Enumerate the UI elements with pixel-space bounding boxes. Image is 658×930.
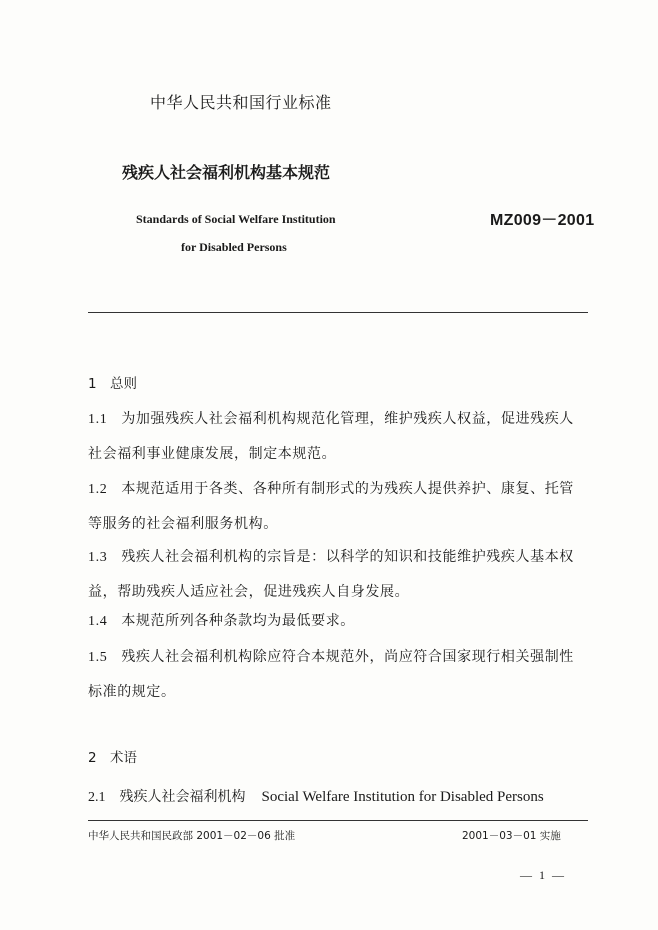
implementation-date: 2001－03－01 实施 bbox=[462, 830, 561, 842]
clause-1-4 bbox=[88, 604, 588, 639]
document-title-en-line2: for Disabled Persons bbox=[181, 240, 287, 254]
industry-standard-heading: 中华人民共和国行业标准 bbox=[150, 93, 332, 112]
document-title-cn: 残疾人社会福利机构基本规范 bbox=[122, 163, 331, 182]
term-2-1 bbox=[88, 786, 544, 806]
clause-text: 本规范所列各种条款均为最低要求。 bbox=[121, 613, 355, 629]
clause-text: 为加强残疾人社会福利机构规范化管理，维护残疾人权益，促进残疾人社会福利事业健康发展，制定本规范。 bbox=[88, 411, 574, 462]
clause-1-1 bbox=[88, 402, 588, 471]
clause-number: 1.4 bbox=[88, 614, 108, 629]
clause-number: 1.1 bbox=[88, 412, 108, 427]
approval-info: 中华人民共和国民政部 2001－02－06 批准 bbox=[88, 830, 296, 842]
standard-code: MZ009－2001 bbox=[490, 212, 595, 229]
section-title: 总则 bbox=[110, 376, 137, 392]
term-number: 2.1 bbox=[88, 790, 106, 805]
clause-text: 残疾人社会福利机构的宗旨是：以科学的知识和技能维护残疾人基本权益，帮助残疾人适应社会，促进残疾人自身发展。 bbox=[88, 549, 574, 600]
clause-text: 本规范适用于各类、各种所有制形式的为残疾人提供养护、康复、托管等服务的社会福利服务机构。 bbox=[88, 481, 574, 532]
clause-text: 残疾人社会福利机构除应符合本规范外，尚应符合国家现行相关强制性标准的规定。 bbox=[88, 649, 574, 700]
header-divider bbox=[88, 312, 588, 313]
clause-1-5 bbox=[88, 640, 588, 709]
document-title-en-line1: Standards of Social Welfare Institution bbox=[136, 212, 336, 226]
section-title: 术语 bbox=[110, 750, 137, 766]
page-number: — 1 — bbox=[520, 868, 566, 882]
term-en: Social Welfare Institution for Disabled Persons bbox=[261, 789, 544, 805]
section-number: 2 bbox=[88, 750, 97, 766]
section-number: 1 bbox=[88, 376, 97, 392]
clause-1-3 bbox=[88, 540, 588, 609]
clause-number: 1.3 bbox=[88, 550, 108, 565]
clause-1-2 bbox=[88, 472, 588, 541]
section-1-heading bbox=[88, 372, 137, 392]
clause-number: 1.2 bbox=[88, 482, 108, 497]
clause-number: 1.5 bbox=[88, 650, 108, 665]
term-cn: 残疾人社会福利机构 bbox=[119, 789, 246, 805]
footer-divider bbox=[88, 820, 588, 821]
section-2-heading bbox=[88, 746, 137, 766]
